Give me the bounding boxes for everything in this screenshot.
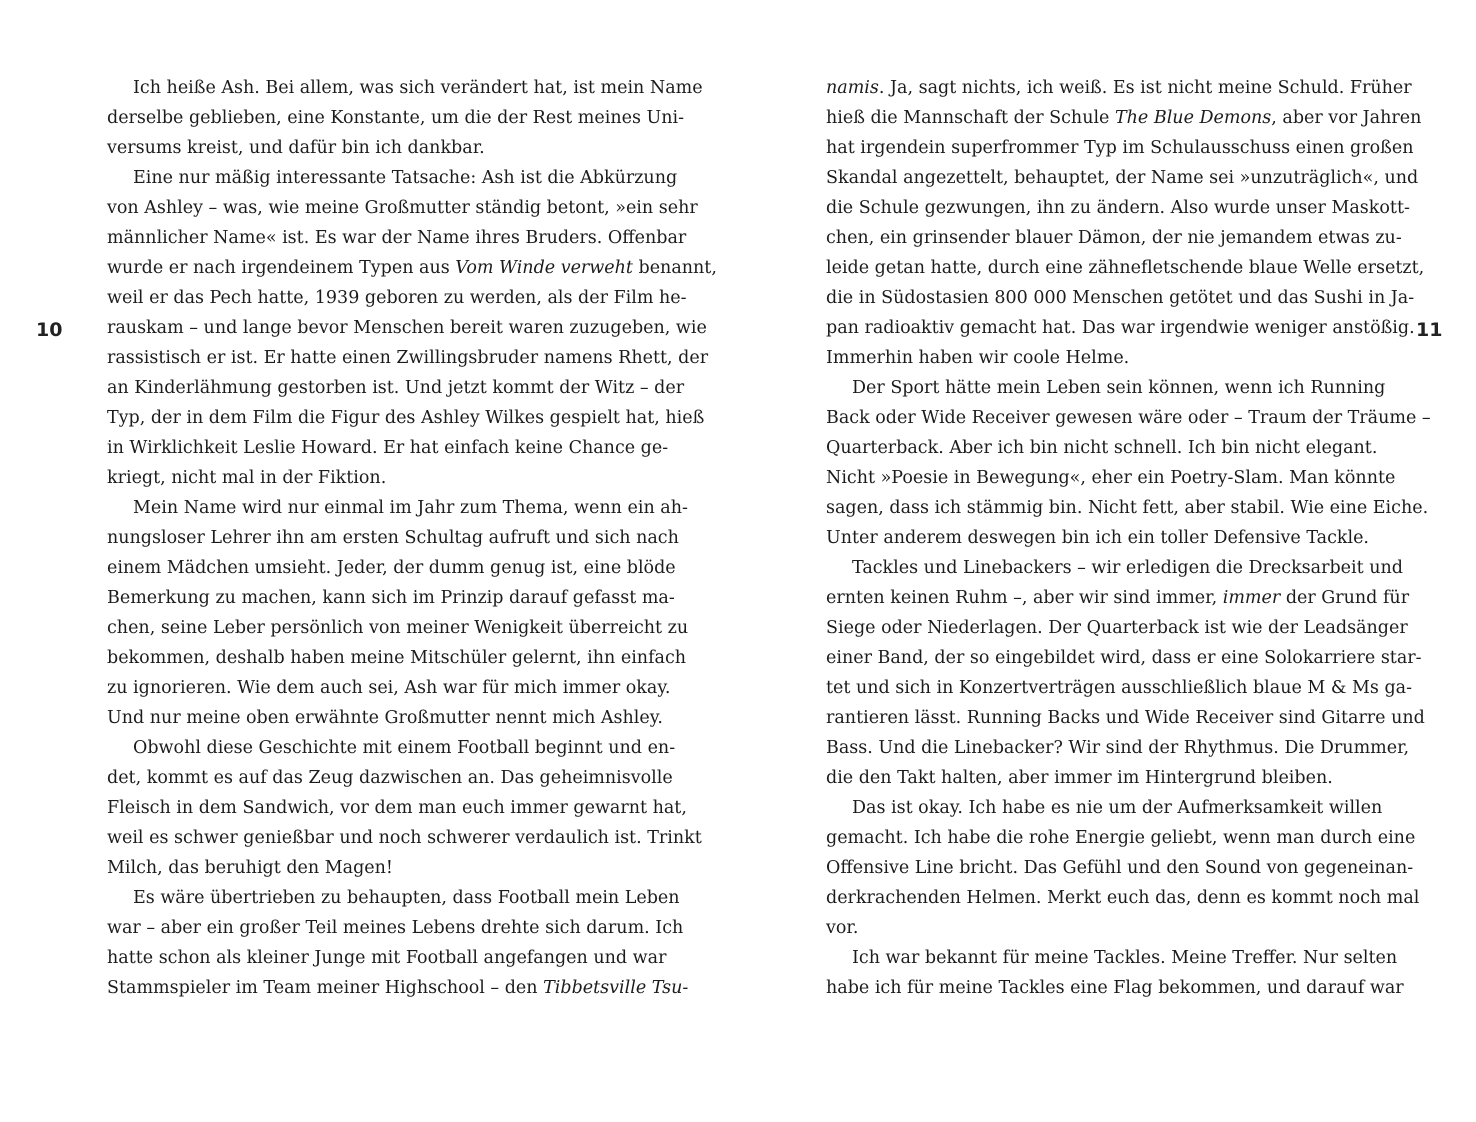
- text-line: Der Sport hätte mein Leben sein können, wenn ich Running: [852, 378, 1386, 398]
- text-line: Mein Name wird nur einmal im Jahr zum Thema, wenn ein ah-: [133, 498, 688, 518]
- text-line: Immerhin haben wir coole Helme.: [826, 348, 1130, 368]
- text-line: Bemerkung zu machen, kann sich im Prinzip darauf gefasst ma-: [107, 588, 675, 608]
- text-line: Unter anderem deswegen bin ich ein toller Defensive Tackle.: [826, 528, 1369, 548]
- text-line: [107, 973, 689, 1003]
- text-line: einer Band, der so eingebildet wird, dass er eine Solokarriere star-: [826, 648, 1422, 668]
- text-line: versums kreist, und dafür bin ich dankbar.: [107, 138, 485, 158]
- text-line: leide getan hatte, durch eine zähnefletschende blaue Welle ersetzt,: [826, 258, 1425, 278]
- text-line: sagen, dass ich stämmig bin. Nicht fett, aber stabil. Wie eine Eiche.: [826, 498, 1429, 518]
- text-line: an Kinderlähmung gestorben ist. Und jetzt kommt der Witz – der: [107, 378, 685, 398]
- text-line: Back oder Wide Receiver gewesen wäre oder – Traum der Träume –: [826, 408, 1431, 428]
- italic-text: immer: [1222, 588, 1281, 608]
- italic-text: Vom Winde verweht: [455, 258, 633, 278]
- text-segment: Stammspieler im Team meiner Highschool – den: [107, 978, 544, 998]
- text-line: vor.: [826, 918, 859, 938]
- text-line: war – aber ein großer Teil meines Lebens drehte sich darum. Ich: [107, 918, 684, 938]
- text-line: weil er das Pech hatte, 1939 geboren zu werden, als der Film he-: [107, 288, 687, 308]
- text-line: Das ist okay. Ich habe es nie um der Aufmerksamkeit willen: [852, 798, 1383, 818]
- text-segment: . Ja, sagt nichts, ich weiß. Es ist nicht meine Schuld. Früher: [878, 78, 1412, 98]
- text-line: chen, seine Leber persönlich von meiner Wenigkeit überreicht zu: [107, 618, 689, 638]
- text-line: gemacht. Ich habe die rohe Energie geliebt, wenn man durch eine: [826, 828, 1416, 848]
- text-line: die den Takt halten, aber immer im Hintergrund bleiben.: [826, 768, 1333, 788]
- text-line: die Schule gezwungen, ihn zu ändern. Also wurde unser Maskott-: [826, 198, 1410, 218]
- text-line: zu ignorieren. Wie dem auch sei, Ash war für mich immer okay.: [107, 678, 671, 698]
- text-line: weil es schwer genießbar und noch schwerer verdaulich ist. Trinkt: [107, 828, 702, 848]
- italic-text: Tibbetsville Tsu-: [543, 978, 689, 998]
- text-line: einem Mädchen umsieht. Jeder, der dumm genug ist, eine blöde: [107, 558, 676, 578]
- text-line: chen, ein grinsender blauer Dämon, der nie jemandem etwas zu-: [826, 228, 1402, 248]
- text-line: Tackles und Linebackers – wir erledigen die Drecksarbeit und: [852, 558, 1403, 578]
- text-line: habe ich für meine Tackles eine Flag bekommen, und darauf war: [826, 978, 1404, 998]
- text-line: [826, 73, 1412, 103]
- text-segment: benannt,: [632, 258, 717, 278]
- text-line: in Wirklichkeit Leslie Howard. Er hat einfach keine Chance ge-: [107, 438, 669, 458]
- text-line: [826, 103, 1422, 133]
- text-line: Offensive Line bricht. Das Gefühl und den Sound von gegeneinan-: [826, 858, 1414, 878]
- text-line: Ich heiße Ash. Bei allem, was sich verändert hat, ist mein Name: [133, 78, 703, 98]
- text-segment: der Grund für: [1280, 588, 1410, 608]
- text-line: Fleisch in dem Sandwich, vor dem man euch immer gewarnt hat,: [107, 798, 687, 818]
- text-line: [107, 253, 717, 283]
- text-line: rauskam – und lange bevor Menschen bereit waren zuzugeben, wie: [107, 318, 707, 338]
- text-line: Und nur meine oben erwähnte Großmutter nennt mich Ashley.: [107, 708, 663, 728]
- text-segment: hieß die Mannschaft der Schule: [826, 108, 1115, 128]
- text-line: Milch, das beruhigt den Magen!: [107, 858, 393, 878]
- text-line: rassistisch er ist. Er hatte einen Zwillingsbruder namens Rhett, der: [107, 348, 709, 368]
- text-line: tet und sich in Konzertverträgen ausschließlich blaue M & Ms ga-: [826, 678, 1413, 698]
- text-segment: wurde er nach irgendeinem Typen aus: [107, 258, 456, 278]
- text-line: Es wäre übertrieben zu behaupten, dass Football mein Leben: [133, 888, 680, 908]
- text-line: Bass. Und die Linebacker? Wir sind der Rhythmus. Die Drummer,: [826, 738, 1410, 758]
- text-line: derselbe geblieben, eine Konstante, um die der Rest meines Uni-: [107, 108, 685, 128]
- text-line: Eine nur mäßig interessante Tatsache: Ash ist die Abkürzung: [133, 168, 678, 188]
- text-line: kriegt, nicht mal in der Fiktion.: [107, 468, 387, 488]
- page-number-right: 11: [1416, 319, 1443, 341]
- text-line: von Ashley – was, wie meine Großmutter ständig betont, »ein sehr: [107, 198, 698, 218]
- text-line: pan radioaktiv gemacht hat. Das war irgendwie weniger anstößig.: [826, 318, 1415, 338]
- left-page-text: [107, 73, 717, 1003]
- text-line: die in Südostasien 800 000 Menschen getötet und das Sushi in Ja-: [826, 288, 1415, 308]
- text-line: bekommen, deshalb haben meine Mitschüler gelernt, ihn einfach: [107, 648, 687, 668]
- text-line: hatte schon als kleiner Junge mit Football angefangen und war: [107, 948, 667, 968]
- text-line: Typ, der in dem Film die Figur des Ashley Wilkes gespielt hat, hieß: [107, 408, 705, 428]
- text-line: derkrachenden Helmen. Merkt euch das, denn es kommt noch mal: [826, 888, 1420, 908]
- text-line: Skandal angezettelt, behauptet, der Name sei »unzuträglich«, und: [826, 168, 1419, 188]
- text-line: Quarterback. Aber ich bin nicht schnell. Ich bin nicht elegant.: [826, 438, 1378, 458]
- text-line: nungsloser Lehrer ihn am ersten Schultag aufruft und sich nach: [107, 528, 679, 548]
- page-number-left: 10: [36, 319, 63, 341]
- italic-text: namis: [826, 78, 879, 98]
- text-line: rantieren lässt. Running Backs und Wide Receiver sind Gitarre und: [826, 708, 1425, 728]
- text-segment: ernten keinen Ruhm –, aber wir sind immer,: [826, 588, 1223, 608]
- text-line: Siege oder Niederlagen. Der Quarterback ist wie der Leadsänger: [826, 618, 1408, 638]
- text-segment: , aber vor Jahren: [1271, 108, 1422, 128]
- text-line: Ich war bekannt für meine Tackles. Meine Treffer. Nur selten: [852, 948, 1398, 968]
- text-line: [826, 583, 1410, 613]
- text-line: männlicher Name« ist. Es war der Name ihres Bruders. Offenbar: [107, 228, 687, 248]
- text-line: Obwohl diese Geschichte mit einem Football beginnt und en-: [133, 738, 676, 758]
- text-line: det, kommt es auf das Zeug dazwischen an. Das geheimnisvolle: [107, 768, 673, 788]
- text-line: hat irgendein superfrommer Typ im Schulausschuss einen großen: [826, 138, 1414, 158]
- italic-text: The Blue Demons: [1114, 108, 1272, 128]
- text-line: Nicht »Poesie in Bewegung«, eher ein Poetry-Slam. Man könnte: [826, 468, 1396, 488]
